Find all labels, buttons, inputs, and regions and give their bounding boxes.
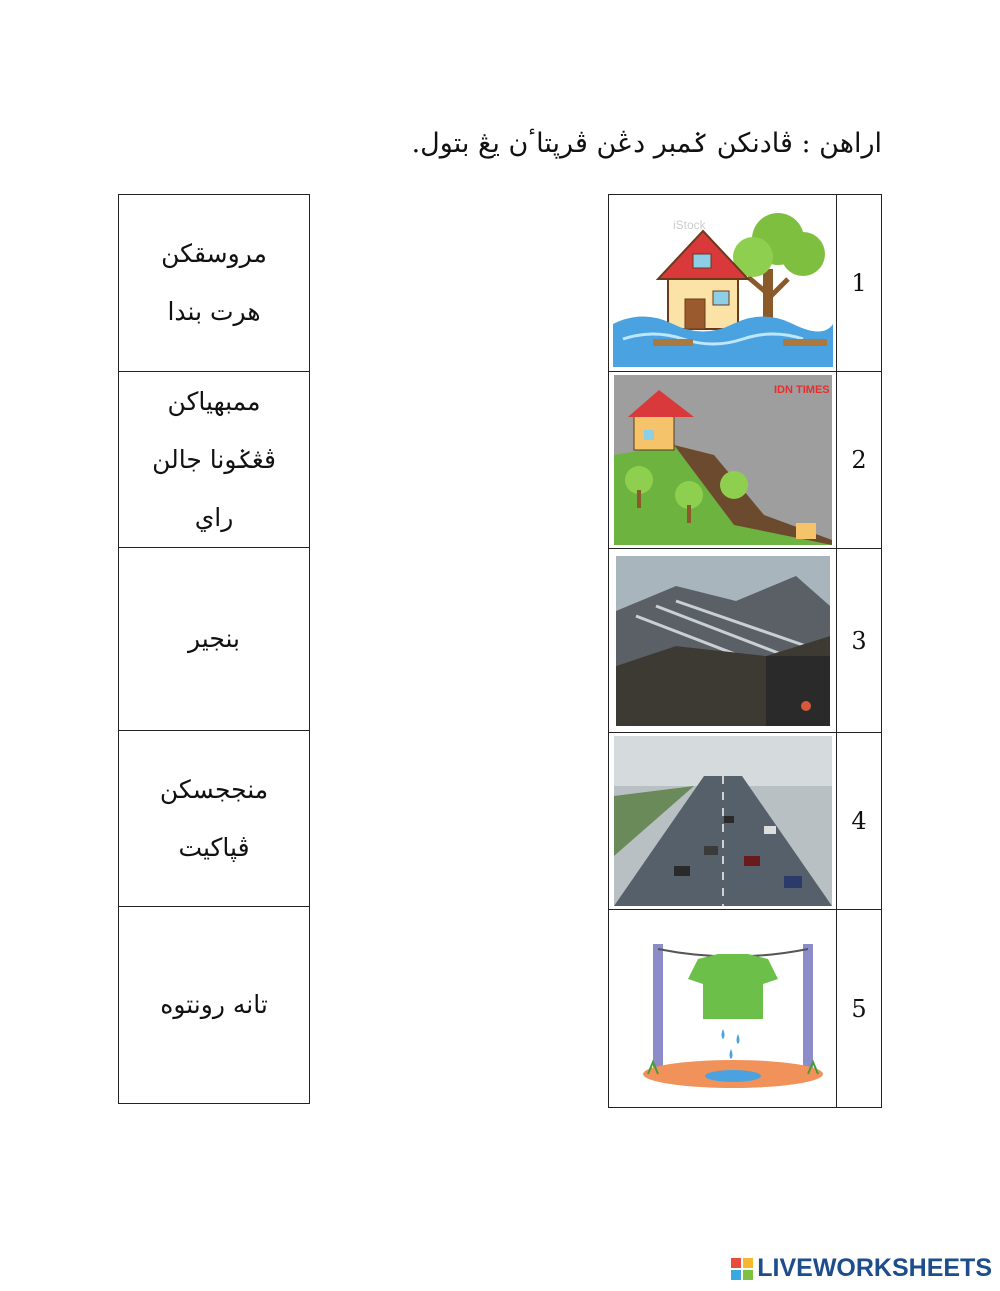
answer-box-1[interactable]: مروسقكن هرت بندا	[161, 239, 267, 326]
picture-column	[608, 194, 882, 1108]
answer-box-3[interactable]: بنجير	[119, 547, 309, 730]
picture-row-2	[609, 371, 881, 548]
watermark-text: IDN TIMES	[773, 384, 830, 396]
flood-house-icon	[609, 195, 837, 371]
collapsed-roof-icon	[609, 549, 837, 732]
logo-icon	[731, 1258, 753, 1280]
picture-row-5	[609, 909, 881, 1107]
rainy-highway-icon	[609, 733, 837, 909]
answer-box-5[interactable]: تانه رونتوه	[119, 906, 309, 1103]
watermark-text: iStock	[672, 218, 706, 232]
wet-clothes-icon	[609, 910, 837, 1107]
picture-row-3	[609, 548, 881, 732]
liveworksheets-logo[interactable]	[731, 1254, 992, 1283]
answer-column	[118, 194, 310, 1104]
picture-number-2: 2	[851, 446, 867, 474]
picture-number-5: 5	[851, 994, 867, 1023]
landslide-icon	[609, 372, 837, 548]
picture-number-3: 3	[851, 626, 867, 655]
logo-text: LIVEWORKSHEETS	[757, 1254, 992, 1282]
picture-row-4	[609, 732, 881, 909]
picture-number-1: 1	[851, 269, 867, 297]
instruction-text: اراهن : ڤادنكن ݢمبر دڠن ڤرڽتاٴن يڠ بتول.	[411, 128, 882, 159]
answer-box-2[interactable]: ممبهياكن ڤڠݢونا جالن راي	[119, 371, 309, 547]
picture-number-4: 4	[851, 807, 867, 835]
picture-row-1	[609, 195, 881, 371]
answer-box-4[interactable]: منججسكن ڤڽاکيت	[119, 730, 309, 906]
